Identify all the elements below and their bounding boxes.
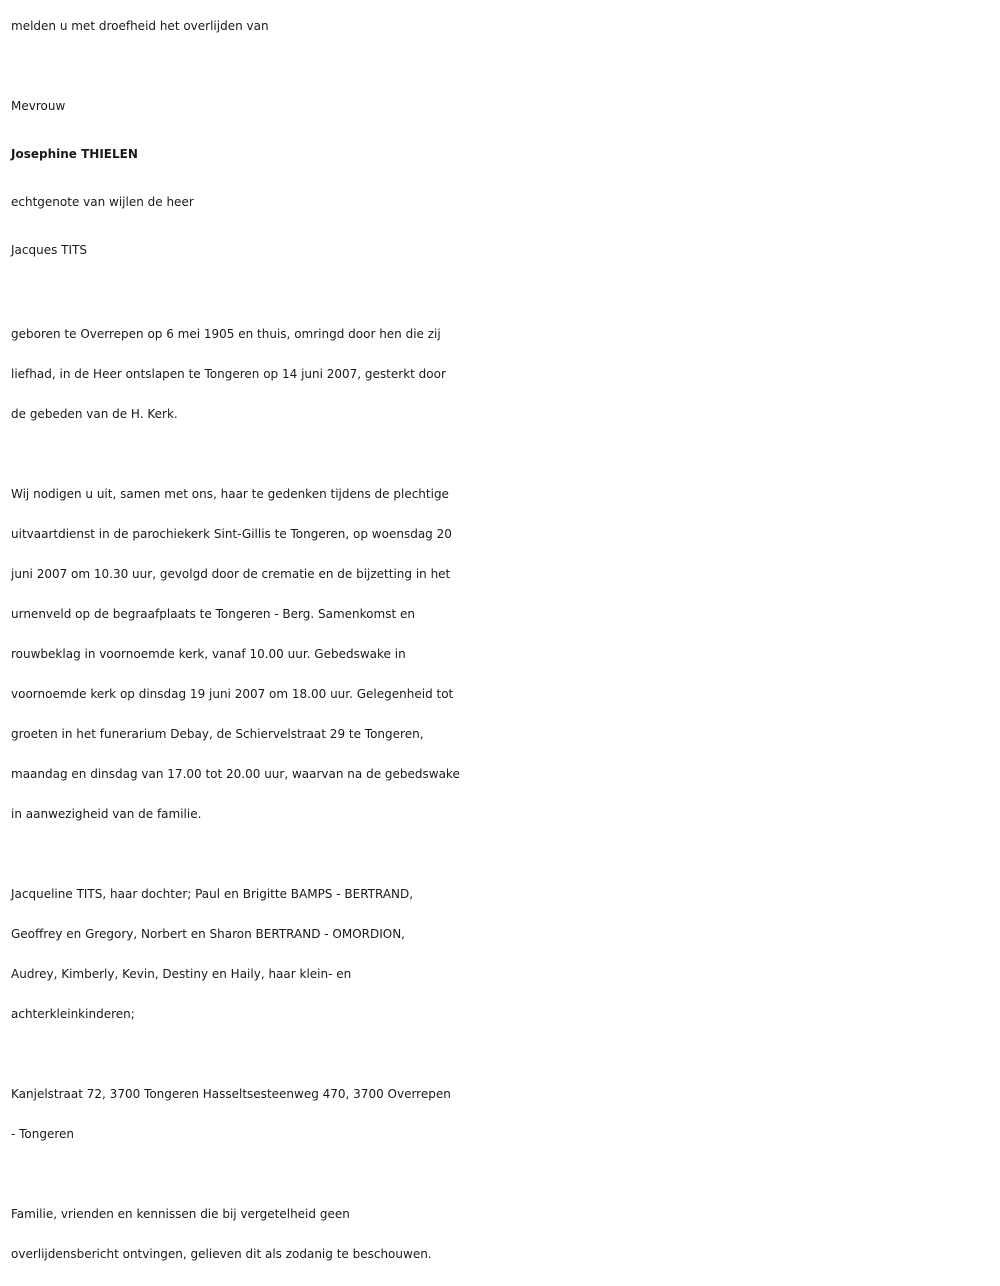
paragraph-line: Geoffrey en Gregory, Norbert en Sharon BERTRAND - OMORDION, (11, 927, 405, 941)
spouse-name: Jacques TITS (11, 243, 87, 257)
spacer (11, 834, 991, 874)
paragraph-line: overlijdensbericht ontvingen, gelieven dit als zodanig te beschouwen. (11, 1247, 432, 1261)
obituary-notice (11, 0, 991, 1274)
spacer (11, 1154, 991, 1194)
paragraph-line: liefhad, in de Heer ontslapen te Tongeren op 14 juni 2007, gesterkt door (11, 367, 446, 381)
paragraph-line: urnenveld op de begraafplaats te Tongeren - Berg. Samenkomst en (11, 607, 415, 621)
paragraph-line: - Tongeren (11, 1127, 75, 1141)
paragraph-line: groeten in het funerarium Debay, de Schiervelstraat 29 te Tongeren, (11, 727, 424, 741)
intro-line: melden u met droefheid het overlijden van (11, 19, 269, 33)
paragraph-line: achterkleinkinderen; (11, 1007, 135, 1021)
paragraph-line: de gebeden van de H. Kerk. (11, 407, 178, 421)
paragraph-line: voornoemde kerk op dinsdag 19 juni 2007 om 18.00 uur. Gelegenheid tot (11, 687, 454, 701)
paragraph-line: Wij nodigen u uit, samen met ons, haar te gedenken tijdens de plechtige (11, 487, 449, 501)
paragraph-line: in aanwezigheid van de familie. (11, 807, 202, 821)
paragraph-line: Familie, vrienden en kennissen die bij vergetelheid geen (11, 1207, 350, 1221)
paragraph-line: rouwbeklag in voornoemde kerk, vanaf 10.00 uur. Gebedswake in (11, 647, 406, 661)
deceased-name: Josephine THIELEN (11, 147, 138, 161)
paragraph-line: Kanjelstraat 72, 3700 Tongeren Hasseltsesteenweg 470, 3700 Overrepen (11, 1087, 451, 1101)
birth-death-paragraph (11, 314, 991, 434)
funeral-paragraph (11, 474, 991, 834)
paragraph-line: Jacqueline TITS, haar dochter; Paul en Brigitte BAMPS - BERTRAND, (11, 887, 414, 901)
paragraph-line: juni 2007 om 10.30 uur, gevolgd door de crematie en de bijzetting in het (11, 567, 451, 581)
paragraph-line: Audrey, Kimberly, Kevin, Destiny en Haily, haar klein- en (11, 967, 352, 981)
paragraph-line: maandag en dinsdag van 17.00 tot 20.00 uur, waarvan na de gebedswake (11, 767, 460, 781)
deceased-title: Mevrouw (11, 99, 66, 113)
address-paragraph (11, 1074, 991, 1154)
spacer (11, 1034, 991, 1074)
relation-line: echtgenote van wijlen de heer (11, 195, 194, 209)
spacer (11, 274, 991, 314)
paragraph-line: uitvaartdienst in de parochiekerk Sint-Gillis te Tongeren, op woensdag 20 (11, 527, 452, 541)
paragraph-line: geboren te Overrepen op 6 mei 1905 en thuis, omringd door hen die zij (11, 327, 441, 341)
family-paragraph (11, 874, 991, 1034)
spacer (11, 434, 991, 474)
spacer (11, 50, 991, 82)
closing-paragraph (11, 1194, 991, 1274)
